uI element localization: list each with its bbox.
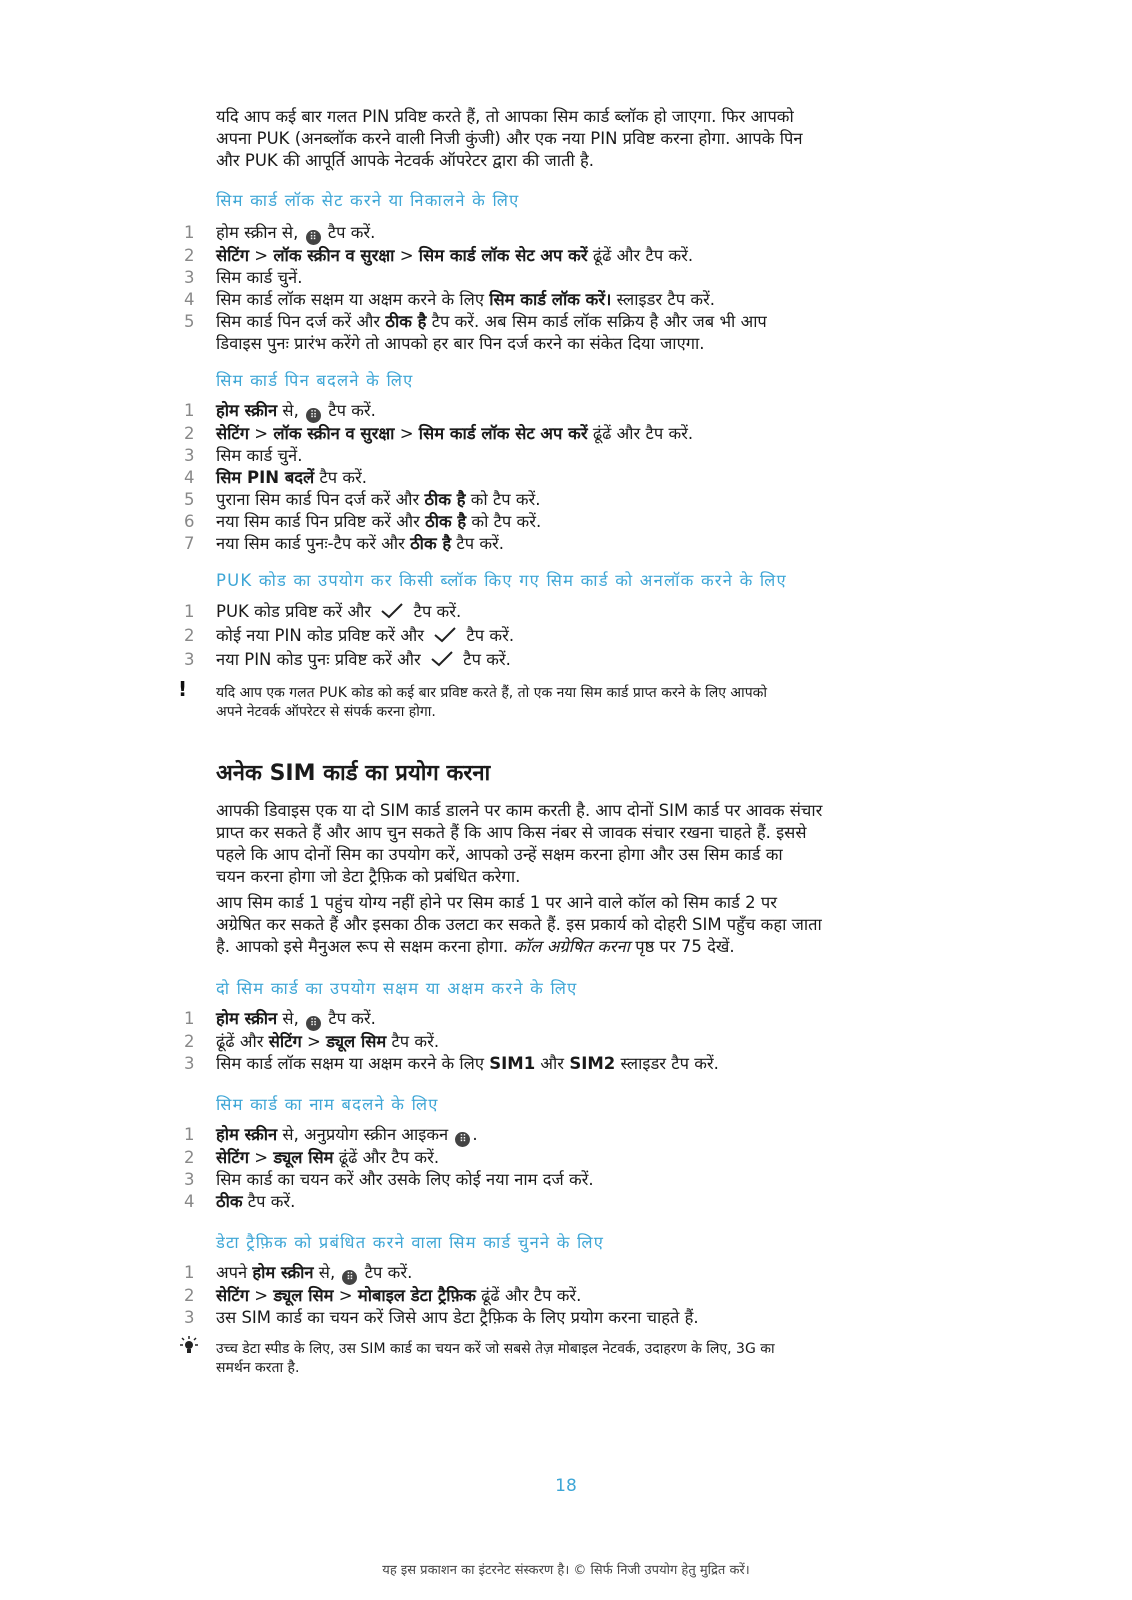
step [184,1285,944,1307]
path-separator: > [301,1032,327,1051]
path-separator: > [249,424,274,443]
ok-label: ठीक है [410,534,452,553]
step [184,467,944,489]
step-text: टैप करें. [451,534,504,553]
step-text: टैप करें. [386,1032,440,1051]
step-text: टैप करें. [463,650,511,669]
menu-path-settings: सेटिंग [216,246,250,265]
menu-path-settings: सेटिंग [216,1148,250,1167]
intro-paragraph [216,106,936,172]
step-text: डिवाइस पुनः प्रारंभ करेंगे तो आपको हर बार पिन दर्ज करने का संकेत दिया जाएगा. [216,334,705,353]
step [184,1262,944,1285]
step [184,1147,944,1169]
step-text: से, अनुप्रयोग स्क्रीन आइकन [277,1125,449,1144]
step [184,1169,944,1191]
step-text: . [472,1125,478,1144]
section-heading-change-pin: सिम कार्ड पिन बदलने के लिए [216,371,414,390]
step-number: 2 [184,424,195,443]
step-text: को टैप करें. [465,490,541,509]
step-number: 6 [184,512,195,531]
ok-label: ठीक है [424,490,466,509]
footer-notice: यह इस प्रकाशन का इंटरनेट संस्करण है। © सिर्फ निजी उपयोग हेतु मुद्रित करें। [382,1563,750,1578]
step-text: को टैप करें. [466,512,542,531]
path-separator: > [249,246,274,265]
step [184,533,944,555]
step [184,624,944,648]
note-line: समर्थन करता है. [216,1360,300,1376]
option-lock-sim: सिम कार्ड लॉक करें। [489,290,612,309]
step [184,1191,944,1213]
checkmark-icon [429,650,455,668]
step-text: ढूंढें और टैप करें. [587,424,694,443]
step-text: और [535,1054,570,1073]
step-text: टैप करें. [328,1009,376,1028]
step-text: सिम कार्ड लॉक सक्षम या अक्षम करने के लिए [216,1054,490,1073]
step-text: ढूंढें और टैप करें. [475,1286,582,1305]
section-heading-puk-unlock: PUK कोड का उपयोग कर किसी ब्लॉक किए गए सिम कार्ड को अनलॉक करने के लिए [216,571,787,590]
step [184,489,944,511]
menu-path-settings: सेटिंग [268,1032,302,1051]
step-number: 5 [184,312,195,331]
home-screen-label: होम स्क्रीन [216,401,278,420]
step [184,1031,944,1053]
step-text: होम स्क्रीन से, [216,223,299,242]
step-text: PUK कोड प्रविष्ट करें और [216,602,372,621]
menu-path-dual-sim: ड्यूल सिम [273,1286,334,1305]
apps-grid-icon: ⠿ [306,230,321,245]
note-line: यदि आप एक गलत PUK कोड को कई बार प्रविष्ट करते हैं, तो एक नया सिम कार्ड प्राप्त करने के लिए आपको [216,685,768,701]
step-number: 1 [184,223,195,242]
apps-grid-icon: ⠿ [306,1016,321,1031]
step [184,245,944,267]
steps-dual-sim [184,1008,944,1075]
exclamation-icon: ! [178,677,188,701]
paragraph-line [216,936,936,958]
step-text: टैप करें. [327,223,376,242]
step-number: 4 [184,468,195,487]
step-number: 1 [184,1009,195,1028]
step-number: 3 [184,268,195,287]
home-screen-label: होम स्क्रीन [216,1125,278,1144]
step-text: टैप करें. [413,602,462,621]
step-text: उस SIM कार्ड का चयन करें जिसे आप डेटा ट्रैफ़िक के लिए प्रयोग करना चाहते हैं. [216,1308,699,1327]
menu-path-lock-screen: लॉक स्क्रीन व सुरक्षा [273,424,395,443]
apps-grid-icon: ⠿ [306,408,321,423]
step-number: 2 [184,246,195,265]
step [184,311,944,355]
step-text: कोई नया PIN कोड प्रविष्ट करें और [216,626,424,645]
step-number: 1 [184,602,195,621]
section-heading-sim-lock: सिम कार्ड लॉक सेट करने या निकालने के लिए [216,191,520,210]
note-line: उच्च डेटा स्पीड के लिए, उस SIM कार्ड का चयन करें जो सबसे तेज़ मोबाइल नेटवर्क, उदाहरण के लिए, 3G का [216,1341,775,1357]
step-text: स्लाइडर टैप करें. [615,1054,719,1073]
paragraph-line: आप सिम कार्ड 1 पहुंच योग्य नहीं होने पर सिम कार्ड 1 पर आने वाले कॉल को सिम कार्ड 2 पर [216,893,777,912]
step-number: 1 [184,1263,195,1282]
step-number: 7 [184,534,195,553]
step [184,648,944,672]
step-text: नया सिम कार्ड पिन प्रविष्ट करें और [216,512,426,531]
menu-path-sim-lock-setup: सिम कार्ड लॉक सेट अप करें [418,246,588,265]
step-number: 3 [184,1054,195,1073]
step-number: 2 [184,1032,195,1051]
step [184,222,944,245]
steps-sim-lock [184,222,944,355]
paragraph-line: आपकी डिवाइस एक या दो SIM कार्ड डालने पर काम करती है. आप दोनों SIM कार्ड पर आवक संचार [216,801,823,820]
step-number: 3 [184,1308,195,1327]
step-text: सिम कार्ड चुनें. [216,446,303,465]
multi-sim-paragraph-1 [216,800,936,888]
warning-note [216,684,936,722]
step-text: नया सिम कार्ड पुनः-टैप करें और [216,534,411,553]
step-text: अपने [216,1263,253,1282]
path-separator: > [394,424,419,443]
menu-path-mobile-data-traffic: मोबाइल डेटा ट्रैफ़िक [357,1286,476,1305]
step-number: 5 [184,490,195,509]
ok-label: ठीक [216,1192,243,1211]
checkmark-icon [432,626,458,644]
menu-path-settings: सेटिंग [216,424,250,443]
paragraph-line: अग्रेषित कर सकते हैं और इसका ठीक उलटा कर सकते हैं. इस प्रकार्य को दोहरी SIM पहुँच कहा जाता [216,915,822,934]
home-screen-label: होम स्क्रीन [216,1009,278,1028]
steps-puk-unlock [184,600,944,672]
step [184,267,944,289]
paragraph-text: पृष्ठ पर 75 देखें. [629,937,735,956]
step-text: ढूंढें और टैप करें. [333,1148,440,1167]
step-text: से, [313,1263,336,1282]
step-text: सिम कार्ड का चयन करें और उसके लिए कोई नया नाम दर्ज करें. [216,1170,594,1189]
menu-path-dual-sim: ड्यूल सिम [273,1148,334,1167]
step-number: 3 [184,1170,195,1189]
step-text: ढूंढें और टैप करें. [587,246,694,265]
apps-grid-icon: ⠿ [342,1270,357,1285]
section-title-multi-sim: अनेक SIM कार्ड का प्रयोग करना [216,761,491,786]
paragraph-text: है. आपको इसे मैनुअल रूप से सक्षम करना होगा. [216,937,514,956]
ok-label: ठीक है [385,312,427,331]
paragraph-line: प्राप्त कर सकते हैं और आप चुन सकते हैं कि आप किस नंबर से जावक संचार रखना चाहते हैं. इससे [216,823,807,842]
step [184,600,944,624]
sim1-label: SIM1 [489,1054,536,1073]
page-number: 18 [555,1476,577,1496]
section-heading-rename-sim: सिम कार्ड का नाम बदलने के लिए [216,1095,439,1114]
step [184,1124,944,1147]
cross-reference-link[interactable]: कॉल अग्रेषित करना [513,937,630,956]
step-text: टैप करें. अब सिम कार्ड लॉक सक्रिय है और जब भी आप [426,312,767,331]
ok-label: ठीक है [425,512,467,531]
step [184,1008,944,1031]
step [184,1307,944,1329]
menu-path-settings: सेटिंग [216,1286,250,1305]
note-line: अपने नेटवर्क ऑपरेटर से संपर्क करना होगा. [216,704,436,720]
intro-line: यदि आप कई बार गलत PIN प्रविष्ट करते हैं, तो आपका सिम कार्ड ब्लॉक हो जाएगा. फिर आपको [216,107,794,126]
intro-line: अपना PUK (अनब्लॉक करने वाली निजी कुंजी) और एक नया PIN प्रविष्ट करना होगा. आपके पिन [216,129,803,148]
step-number: 3 [184,446,195,465]
step-number: 4 [184,290,195,309]
step-text: नया PIN कोड पुनः प्रविष्ट करें और [216,650,421,669]
step-text: ढूंढें और [216,1032,269,1051]
step-text: सिम कार्ड लॉक सक्षम या अक्षम करने के लिए [216,290,490,309]
step-text: से, [277,1009,299,1028]
step-text: सिम कार्ड पिन दर्ज करें और [216,312,386,331]
intro-line: और PUK की आपूर्ति आपके नेटवर्क ऑपरेटर द्वारा की जाती है. [216,151,595,170]
sim2-label: SIM2 [569,1054,616,1073]
step-number: 1 [184,401,195,420]
step-text: से, [277,401,299,420]
step-number: 2 [184,1286,195,1305]
paragraph-line: पहले कि आप दोनों सिम का उपयोग करें, आपको उन्हें सक्षम करना होगा और उस सिम कार्ड का [216,845,783,864]
step-number: 1 [184,1125,195,1144]
path-separator: > [249,1148,274,1167]
step [184,400,944,423]
step-text: स्लाइडर टैप करें. [611,290,716,309]
step-text: टैप करें. [364,1263,413,1282]
tip-note [216,1340,936,1378]
step-number: 4 [184,1192,195,1211]
home-screen-label: होम स्क्रीन [252,1263,314,1282]
path-separator: > [333,1286,358,1305]
step-number: 3 [184,650,195,669]
step-text: टैप करें. [466,626,515,645]
option-change-pin: सिम PIN बदलें [216,468,315,487]
step-text: टैप करें. [242,1192,296,1211]
menu-path-sim-lock-setup: सिम कार्ड लॉक सेट अप करें [418,424,588,443]
steps-data-traffic [184,1262,944,1329]
apps-grid-icon: ⠿ [455,1132,470,1147]
path-separator: > [249,1286,274,1305]
step [184,423,944,445]
step-text: टैप करें. [328,401,376,420]
step-number: 2 [184,1148,195,1167]
step [184,511,944,533]
steps-change-pin [184,400,944,555]
checkmark-icon [379,602,405,620]
step-text: पुराना सिम कार्ड पिन दर्ज करें और [216,490,425,509]
menu-path-lock-screen: लॉक स्क्रीन व सुरक्षा [273,246,395,265]
lightbulb-icon [178,1336,200,1358]
step [184,445,944,467]
section-heading-data-traffic: डेटा ट्रैफ़िक को प्रबंधित करने वाला सिम कार्ड चुनने के लिए [216,1233,605,1252]
path-separator: > [394,246,419,265]
menu-path-dual-sim: ड्यूल सिम [326,1032,387,1051]
multi-sim-paragraph-2 [216,892,936,958]
section-heading-dual-sim: दो सिम कार्ड का उपयोग सक्षम या अक्षम करने के लिए [216,979,578,998]
step [184,1053,944,1075]
step-number: 2 [184,626,195,645]
steps-rename-sim [184,1124,944,1213]
step [184,289,944,311]
step-text: टैप करें. [314,468,368,487]
step-text: सिम कार्ड चुनें. [216,268,303,287]
paragraph-line: चयन करना होगा जो डेटा ट्रैफ़िक को प्रबंधित करेगा. [216,867,521,886]
